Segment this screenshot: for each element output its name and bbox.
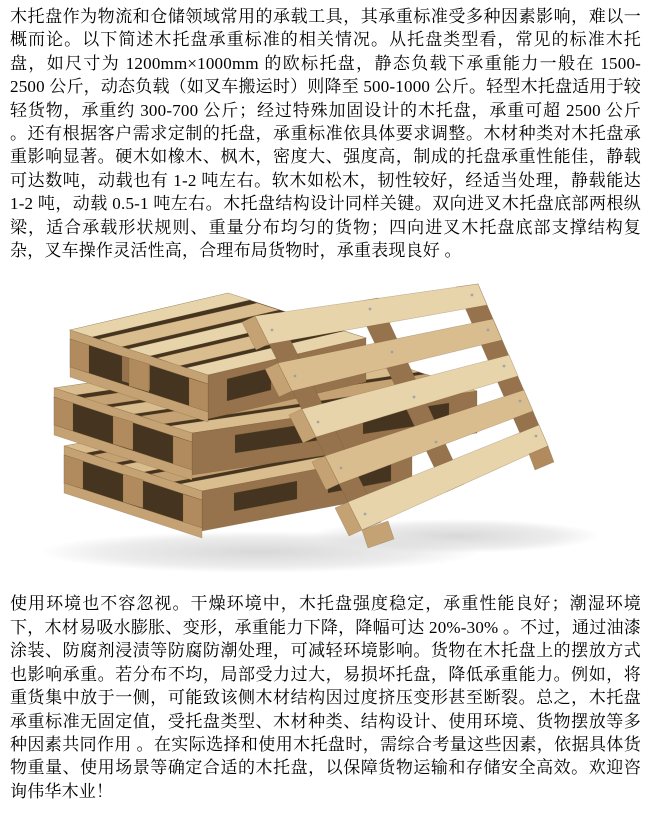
ground-shadow xyxy=(40,519,600,573)
paragraph-pallet-load-standards: 木托盘作为物流和仓储领域常用的承载工具，其承重标准受多种因素影响，难以一概而论。以下简述木托盘承重标准的相关情况。从托盘类型看，常见的标准木托盘，如尺寸为 1200mm×1000mm 的欧标托盘，静态负载下承重能力一般在 1500-2500 公斤，动态负载（如叉车搬运时）则降至 500-1000 公斤。轻型木托盘适用于较轻货物，承重约 300-700 公斤；经过特殊加固设计的木托盘，承重可超 2500 公斤 。还有根据客户需求定制的托盘，承重标准依具体要求调整。木材种类对木托盘承重影响显著。硬木如橡木、枫木，密度大、强度高，制成的托盘承重性能佳，静载可达数吨，动载也有 1-2 吨左右。软木如松木，韧性较好，经适当处理，静载能达 1-2 吨，动载 0.5-1 吨左右。木托盘结构设计同样关键。双向进叉木托盘底部两根纵梁，适合承载形状规则、重量分布均匀的货物；四向进叉木托盘底部支撑结构复杂，叉车操作灵活性高，合理布局货物时，承重表现良好 。 xyxy=(10,7,641,261)
wooden-pallets-image xyxy=(10,278,641,578)
paragraph-usage-environment: 使用环境也不容忽视。干燥环境中，木托盘强度稳定，承重性能良好；潮湿环境下，木材易吸水膨胀、变形，承重能力下降，降幅可达 20%-30% 。不过，通过油漆涂装、防腐剂浸渍等防腐防潮处理，可减轻环境影响。货物在木托盘上的摆放方式也影响承重。若分布不均，局部受力过大，易损坏托盘，降低承重能力。例如，将重货集中放于一侧，可能致该侧木材结构因过度挤压变形甚至断裂。总之，木托盘承重标准无固定值，受托盘类型、木材种类、结构设计、使用环境、货物摆放等多种因素共同作用 。在实际选择和使用木托盘时，需综合考量这些因素，依据具体货物重量、使用场景等确定合适的木托盘，以保障货物运输和存储安全高效。欢迎咨询伟华木业！ xyxy=(10,594,641,801)
wooden-pallets-illustration xyxy=(10,278,641,578)
